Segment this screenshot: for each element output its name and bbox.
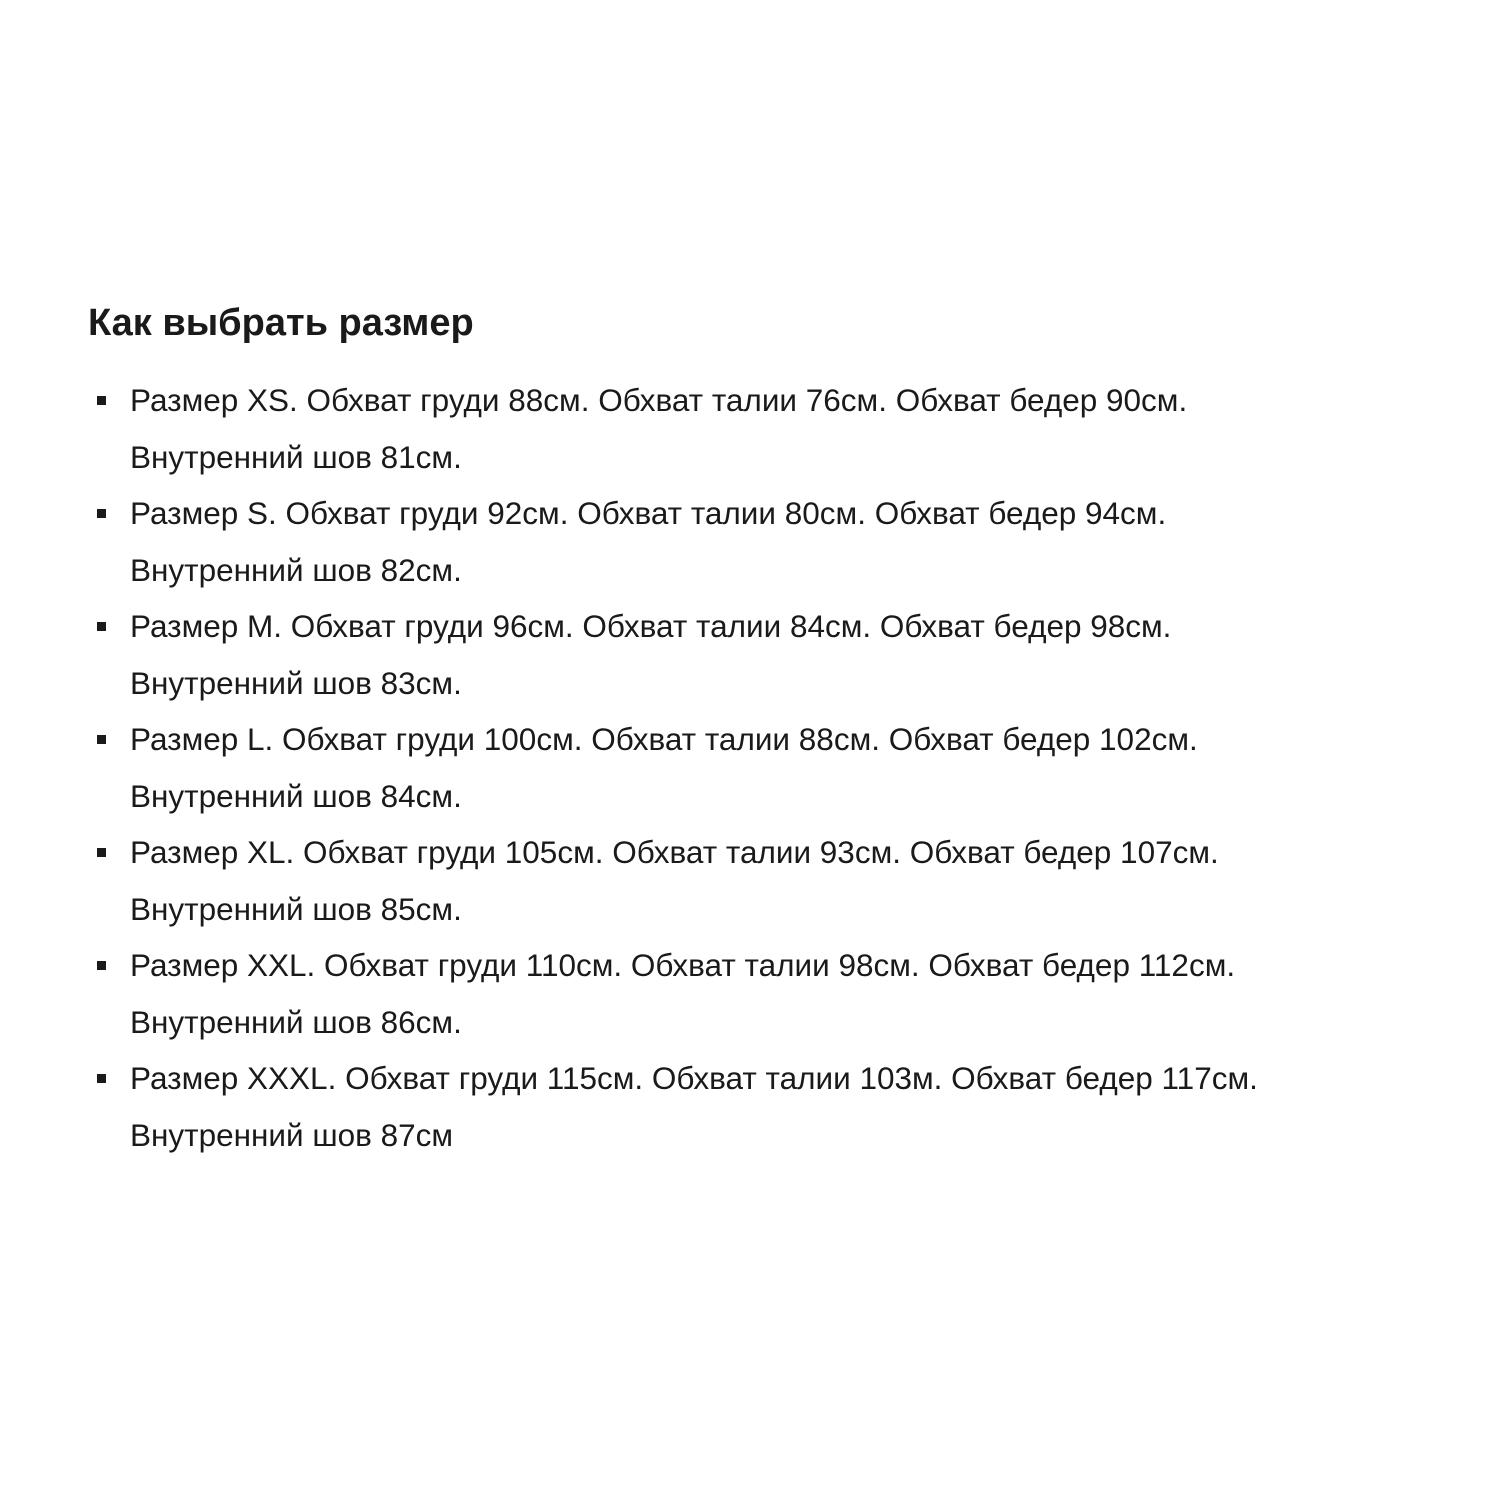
square-bullet-icon <box>97 396 106 405</box>
square-bullet-icon <box>97 961 106 970</box>
size-line-secondary: Внутренний шов 82см. <box>130 551 462 588</box>
size-line-secondary: Внутренний шов 84см. <box>130 777 462 814</box>
list-item <box>88 485 1478 598</box>
square-bullet-icon <box>97 509 106 518</box>
size-line-primary: Размер XL. Обхват груди 105см. Обхват талии 93см. Обхват бедер 107см. <box>130 834 1219 870</box>
list-item <box>88 824 1478 937</box>
square-bullet-icon <box>97 848 106 857</box>
size-line-primary: Размер M. Обхват груди 96см. Обхват талии 84см. Обхват бедер 98см. <box>130 608 1172 644</box>
size-list <box>88 372 1478 1163</box>
list-item <box>88 711 1478 824</box>
size-guide <box>88 296 1478 1163</box>
size-line-secondary: Внутренний шов 87см <box>130 1116 454 1153</box>
page-title: Как выбрать размер <box>88 302 474 344</box>
size-line-secondary: Внутренний шов 83см. <box>130 664 462 701</box>
list-item <box>88 1050 1478 1163</box>
size-line-primary: Размер XXXL. Обхват груди 115см. Обхват талии 103м. Обхват бедер 117см. <box>130 1060 1258 1096</box>
size-line-secondary: Внутренний шов 81см. <box>130 438 462 475</box>
square-bullet-icon <box>97 1074 106 1083</box>
square-bullet-icon <box>97 622 106 631</box>
size-line-primary: Размер XXL. Обхват груди 110см. Обхват талии 98см. Обхват бедер 112см. <box>130 947 1236 983</box>
size-line-primary: Размер L. Обхват груди 100см. Обхват талии 88см. Обхват бедер 102см. <box>130 721 1198 757</box>
square-bullet-icon <box>97 735 106 744</box>
list-item <box>88 937 1478 1050</box>
size-line-secondary: Внутренний шов 85см. <box>130 890 462 927</box>
list-item <box>88 598 1478 711</box>
list-item <box>88 372 1478 485</box>
size-line-primary: Размер S. Обхват груди 92см. Обхват талии 80см. Обхват бедер 94см. <box>130 495 1167 531</box>
size-line-primary: Размер XS. Обхват груди 88см. Обхват талии 76см. Обхват бедер 90см. <box>130 382 1188 418</box>
size-line-secondary: Внутренний шов 86см. <box>130 1003 462 1040</box>
